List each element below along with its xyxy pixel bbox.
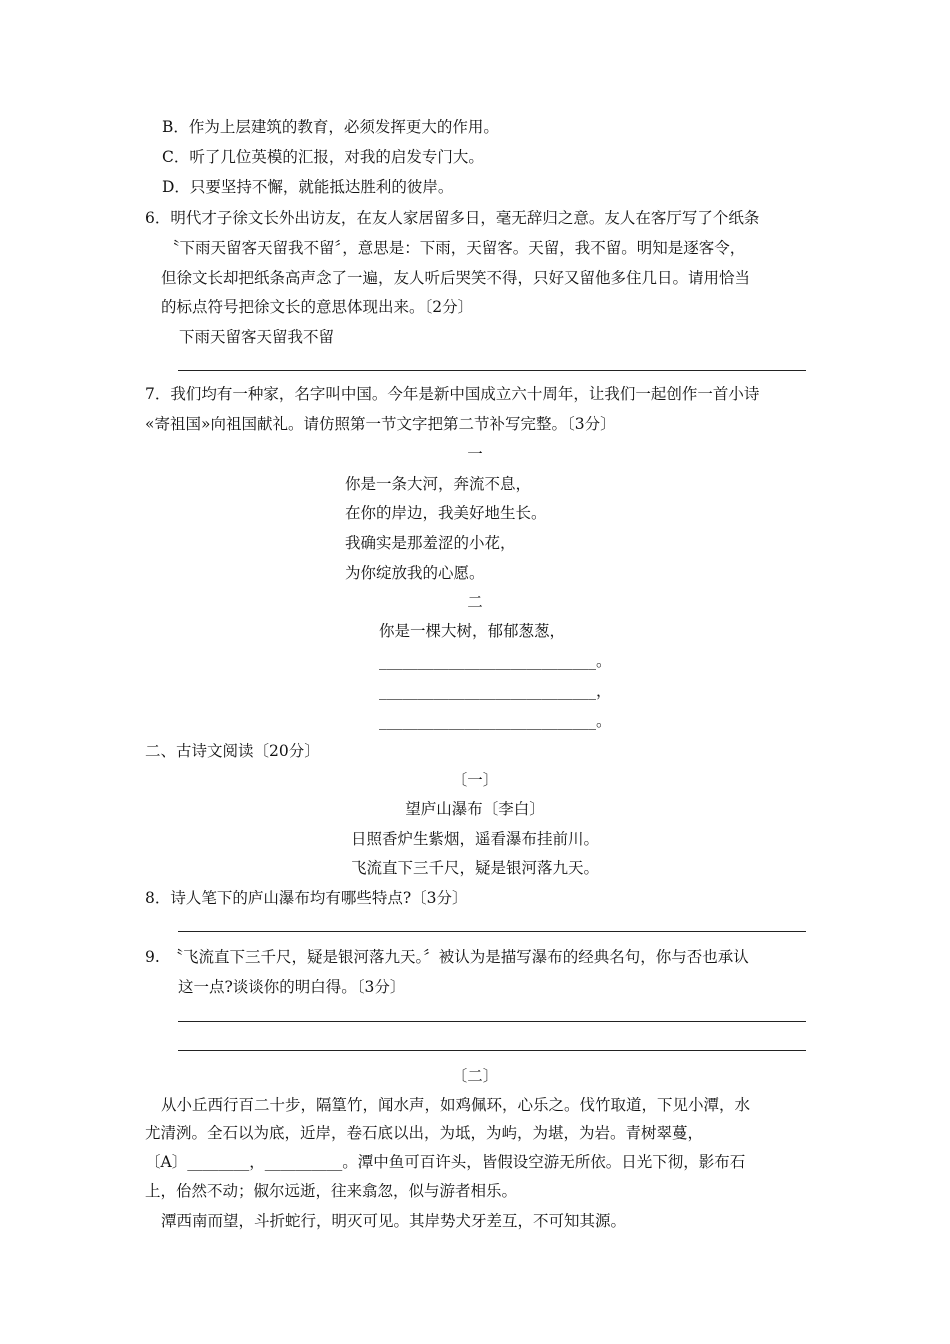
passage-line: 从小丘西行百二十步，隔篁竹，闻水声，如鸡佩环，心乐之。伐竹取道，下见小潭，水	[161, 1096, 751, 1114]
q8-answer-line[interactable]	[178, 931, 806, 932]
poem-section-2-title: 二	[467, 593, 483, 611]
poem-title: 望庐山瀑布〔李白〕	[405, 800, 545, 818]
poem-line: 我确实是那羞涩的小花，	[345, 534, 516, 552]
poem-line: 你是一条大河，奔流不息，	[345, 475, 532, 493]
q5-option-c: C．听了几位英模的汇报，对我的启发专门大。	[162, 148, 484, 166]
q7-line-1: 7．我们均有一种家，名字叫中国。今年是新中国成立六十周年，让我们一起创作一首小诗	[145, 385, 760, 403]
part-2-label: 〔二〕	[451, 1067, 499, 1085]
q9-answer-line[interactable]	[178, 1021, 806, 1022]
poem-blank-line[interactable]: ____________________________，	[379, 682, 612, 700]
q5-option-b: B．作为上层建筑的教育，必须发挥更大的作用。	[162, 118, 499, 136]
q9-line-2: 这一点?谈谈你的明白得。〔3分〕	[178, 978, 406, 996]
q8-text: 8．诗人笔下的庐山瀑布均有哪些特点?〔3分〕	[145, 889, 468, 907]
q6-line-4: 的标点符号把徐文长的意思体现出来。〔2分〕	[161, 298, 474, 316]
poem-line: 飞流直下三千尺，疑是银河落九天。	[350, 859, 599, 877]
poem-line: 为你绽放我的心愿。	[345, 564, 485, 582]
poem-blank-line[interactable]: ____________________________。	[379, 652, 612, 670]
q7-line-2: «寄祖国»向祖国献礼。请仿照第一节文字把第二节补写完整。〔3分〕	[145, 415, 616, 433]
part-1-label: 〔一〕	[451, 771, 499, 789]
q9-answer-line[interactable]	[178, 1050, 806, 1051]
q6-line-2: 〝下雨天留客天留我不留〞，意思是：下雨，天留客。天留，我不留。明知是逐客令，	[164, 239, 746, 257]
q6-line-3: 但徐文长却把纸条高声念了一遍，友人听后哭笑不得，只好又留他多住几日。请用恰当	[161, 269, 751, 287]
q6-line-1: 6．明代才子徐文长外出访友，在友人家居留多日，毫无辞归之意。友人在客厅写了个纸条	[145, 209, 760, 227]
passage-line: 上，佁然不动；俶尔远逝，往来翕忽，似与游者相乐。	[145, 1182, 518, 1200]
poem-section-1-title: 一	[467, 445, 483, 463]
poem-blank-line[interactable]: ____________________________。	[379, 712, 612, 730]
q6-answer-line[interactable]	[178, 370, 806, 371]
poem-line: 日照香炉生紫烟，遥看瀑布挂前川。	[350, 830, 599, 848]
passage-line: 尤清洌。全石以为底，近岸，卷石底以出，为坻，为屿，为堪，为岩。青树翠蔓，	[145, 1124, 704, 1142]
poem-line: 在你的岸边，我美好地生长。	[345, 504, 547, 522]
passage-line: 潭西南而望，斗折蛇行，明灭可见。其岸势犬牙差互，不可知其源。	[161, 1212, 627, 1230]
q9-line-1: 9. 〝飞流直下三千尺，疑是银河落九天。〞被认为是描写瀑布的经典名句，你与否也承认	[145, 948, 749, 966]
q6-sentence: 下雨天留客天留我不留	[179, 328, 335, 346]
section-2-heading: 二、古诗文阅读〔20分〕	[145, 742, 320, 760]
q5-option-d: D．只要坚持不懈，就能抵达胜利的彼岸。	[162, 178, 454, 196]
poem-line: 你是一棵大树，郁郁葱葱，	[379, 622, 566, 640]
passage-line: 〔A〕________，__________。潭中鱼可百许头，皆假设空游无所依。日光下彻，影布石	[145, 1153, 746, 1171]
